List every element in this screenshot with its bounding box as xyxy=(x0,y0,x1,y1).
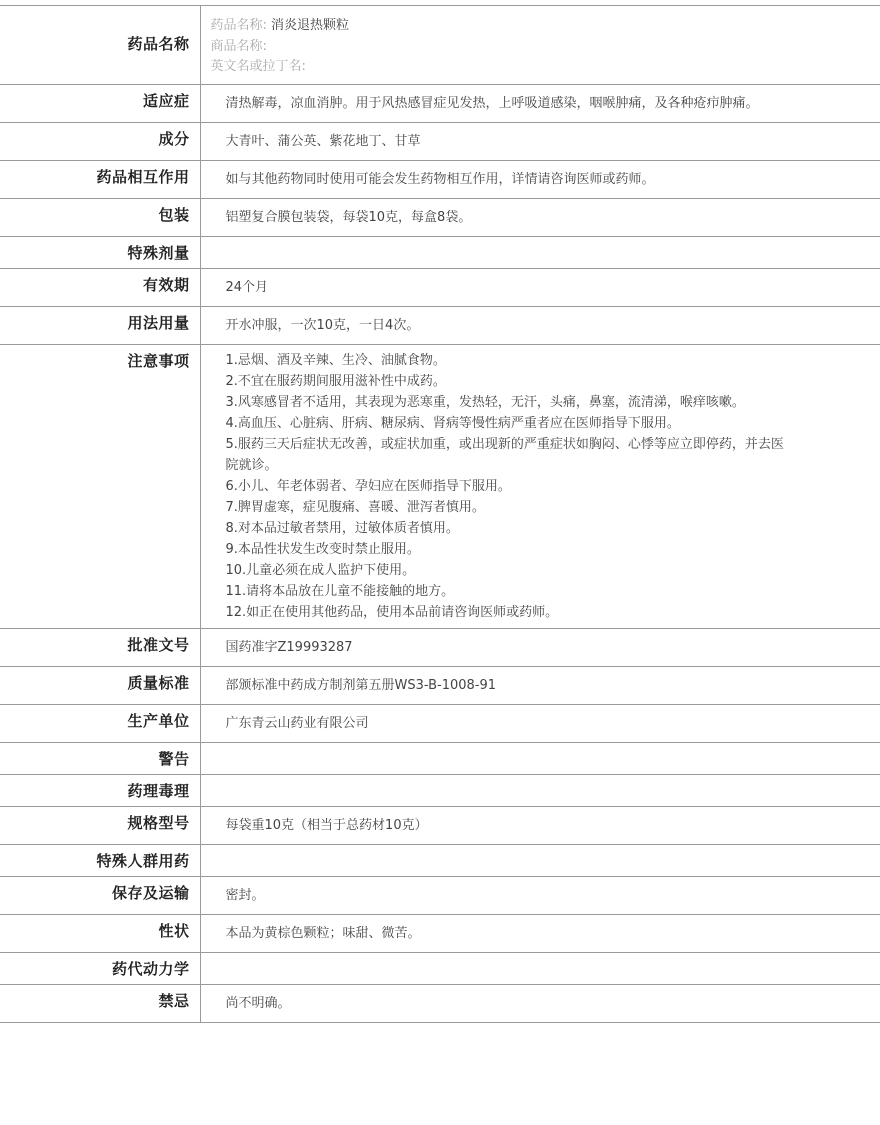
notes-item: 11.请将本品放在儿童不能接触的地方。 xyxy=(226,581,786,602)
label-special-groups: 特殊人群用药 xyxy=(0,844,200,876)
label-appearance: 性状 xyxy=(0,914,200,952)
label-special-dosage: 特殊剂量 xyxy=(0,236,200,268)
row-pharmacokinetics xyxy=(0,952,880,984)
notes-item: 10.儿童必须在成人监护下使用。 xyxy=(226,560,786,581)
trade-name-line xyxy=(211,37,880,58)
drug-name-key: 药品名称: xyxy=(211,18,267,33)
label-package: 包装 xyxy=(0,198,200,236)
value-appearance: 本品为黄棕色颗粒；味甜、微苦。 xyxy=(200,914,880,952)
row-indications xyxy=(0,84,880,122)
value-warning xyxy=(200,742,880,774)
value-notes xyxy=(200,344,880,628)
row-appearance xyxy=(0,914,880,952)
label-standard: 质量标准 xyxy=(0,666,200,704)
row-ingredients xyxy=(0,122,880,160)
value-special-groups xyxy=(200,844,880,876)
value-package: 铝塑复合膜包装袋，每袋10克，每盒8袋。 xyxy=(200,198,880,236)
label-warning: 警告 xyxy=(0,742,200,774)
drug-info-table xyxy=(0,5,880,1023)
value-manufacturer: 广东青云山药业有限公司 xyxy=(200,704,880,742)
label-pharmacology: 药理毒理 xyxy=(0,774,200,806)
latin-name-line xyxy=(211,57,880,78)
value-pharmacology xyxy=(200,774,880,806)
value-approval: 国药准字Z19993287 xyxy=(200,628,880,666)
row-package xyxy=(0,198,880,236)
row-validity xyxy=(0,268,880,306)
row-storage xyxy=(0,876,880,914)
label-interactions: 药品相互作用 xyxy=(0,160,200,198)
notes-item: 4.高血压、心脏病、肝病、糖尿病、肾病等慢性病严重者应在医师指导下服用。 xyxy=(226,413,786,434)
row-interactions xyxy=(0,160,880,198)
drug-name-line xyxy=(211,16,880,37)
trade-name-key: 商品名称: xyxy=(211,39,267,54)
value-interactions: 如与其他药物同时使用可能会发生药物相互作用，详情请咨询医师或药师。 xyxy=(200,160,880,198)
value-standard: 部颁标准中药成方制剂第五册WS3-B-1008-91 xyxy=(200,666,880,704)
value-validity: 24个月 xyxy=(200,268,880,306)
notes-item: 12.如正在使用其他药品，使用本品前请咨询医师或药师。 xyxy=(226,602,786,623)
value-ingredients: 大青叶、蒲公英、紫花地丁、甘草 xyxy=(200,122,880,160)
value-special-dosage xyxy=(200,236,880,268)
value-contraindications: 尚不明确。 xyxy=(200,984,880,1022)
label-approval: 批准文号 xyxy=(0,628,200,666)
label-pharmacokinetics: 药代动力学 xyxy=(0,952,200,984)
row-usage xyxy=(0,306,880,344)
notes-item: 6.小儿、年老体弱者、孕妇应在医师指导下服用。 xyxy=(226,476,786,497)
value-storage: 密封。 xyxy=(200,876,880,914)
label-indications: 适应症 xyxy=(0,84,200,122)
label-specification: 规格型号 xyxy=(0,806,200,844)
label-storage: 保存及运输 xyxy=(0,876,200,914)
label-drug-name: 药品名称 xyxy=(0,6,200,85)
drug-name-block xyxy=(200,6,880,85)
label-notes: 注意事项 xyxy=(0,344,200,628)
value-pharmacokinetics xyxy=(200,952,880,984)
value-specification: 每袋重10克（相当于总药材10克） xyxy=(200,806,880,844)
notes-item: 3.风寒感冒者不适用，其表现为恶寒重，发热轻，无汗，头痛，鼻塞，流清涕，喉痒咳嗽。 xyxy=(226,392,786,413)
value-indications xyxy=(200,84,880,122)
row-manufacturer xyxy=(0,704,880,742)
notes-item: 9.本品性状发生改变时禁止服用。 xyxy=(226,539,786,560)
notes-item: 5.服药三天后症状无改善，或症状加重，或出现新的严重症状如胸闷、心悸等应立即停药，并去医院就诊。 xyxy=(226,434,786,476)
row-specification xyxy=(0,806,880,844)
notes-list xyxy=(226,350,786,623)
row-special-groups xyxy=(0,844,880,876)
row-drug-name xyxy=(0,6,880,85)
row-approval xyxy=(0,628,880,666)
notes-item: 1.忌烟、酒及辛辣、生冷、油腻食物。 xyxy=(226,350,786,371)
indications-text: 清热解毒，凉血消肿。用于风热感冒症见发热，上呼吸道感染，咽喉肿痛，及各种疮疖肿痛。 xyxy=(226,93,786,114)
latin-name-key: 英文名或拉丁名: xyxy=(211,59,306,74)
value-usage: 开水冲服，一次10克，一日4次。 xyxy=(200,306,880,344)
notes-item: 2.不宜在服药期间服用滋补性中成药。 xyxy=(226,371,786,392)
row-contraindications xyxy=(0,984,880,1022)
notes-item: 7.脾胃虚寒，症见腹痛、喜暖、泄泻者慎用。 xyxy=(226,497,786,518)
label-manufacturer: 生产单位 xyxy=(0,704,200,742)
row-pharmacology xyxy=(0,774,880,806)
drug-info-sheet xyxy=(0,5,880,1023)
drug-name-value: 消炎退热颗粒 xyxy=(271,18,349,33)
label-ingredients: 成分 xyxy=(0,122,200,160)
row-special-dosage xyxy=(0,236,880,268)
label-validity: 有效期 xyxy=(0,268,200,306)
label-usage: 用法用量 xyxy=(0,306,200,344)
row-standard xyxy=(0,666,880,704)
row-notes xyxy=(0,344,880,628)
notes-item: 8.对本品过敏者禁用，过敏体质者慎用。 xyxy=(226,518,786,539)
row-warning xyxy=(0,742,880,774)
label-contraindications: 禁忌 xyxy=(0,984,200,1022)
